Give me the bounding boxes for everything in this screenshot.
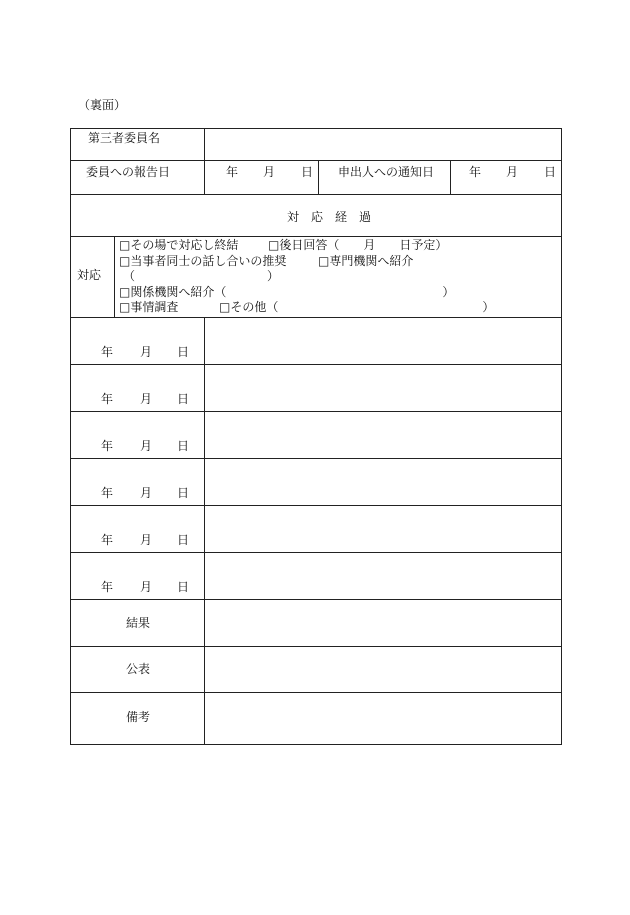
year-unit: 年: [101, 533, 114, 547]
option-resolved-on-spot[interactable]: □その場で対応し終結: [119, 238, 239, 252]
option-later-answer[interactable]: □後日回答（ 月 日予定）: [268, 238, 448, 252]
page-note: （裏面）: [78, 98, 127, 112]
option-recommend-discussion[interactable]: □当事者同士の話し合いの推奨: [119, 254, 287, 268]
progress-note-field[interactable]: [205, 365, 561, 411]
table-right-border: [561, 128, 562, 744]
publication-field[interactable]: [205, 647, 561, 692]
month-unit: 月: [140, 392, 153, 406]
month-unit: 月: [140, 533, 153, 547]
response-options: [115, 237, 561, 317]
day-unit: 日: [177, 486, 190, 500]
day-unit: 日: [177, 392, 190, 406]
year-unit: 年: [101, 486, 114, 500]
year-unit: 年: [101, 439, 114, 453]
year-unit: 年: [226, 165, 239, 179]
progress-date[interactable]: [70, 484, 204, 498]
month-unit: 月: [140, 486, 153, 500]
year-unit: 年: [101, 345, 114, 359]
progress-note-field[interactable]: [205, 459, 561, 505]
progress-note-field[interactable]: [205, 318, 561, 364]
progress-date[interactable]: [70, 531, 204, 545]
option-investigation[interactable]: □事情調査: [119, 300, 179, 314]
option-other[interactable]: □その他（ ）: [219, 300, 495, 314]
month-unit: 月: [140, 580, 153, 594]
year-unit: 年: [469, 165, 482, 179]
progress-note-field[interactable]: [205, 506, 561, 552]
report-date-label: 委員への報告日: [86, 165, 171, 179]
report-date-field[interactable]: [205, 161, 318, 194]
progress-date[interactable]: [70, 578, 204, 592]
column-divider: [318, 160, 319, 194]
year-unit: 年: [101, 392, 114, 406]
table-left-border: [70, 128, 71, 744]
remarks-label: 備考: [126, 710, 151, 724]
day-unit: 日: [177, 533, 190, 547]
progress-header: 対 応 経 過: [287, 210, 372, 224]
table-bottom-border: [70, 744, 562, 745]
publication-label: 公表: [126, 662, 151, 676]
day-unit: 日: [544, 165, 557, 179]
progress-date[interactable]: [70, 437, 204, 451]
day-unit: 日: [177, 439, 190, 453]
progress-date[interactable]: [70, 390, 204, 404]
result-label: 結果: [126, 616, 151, 630]
option-refer-related-agency[interactable]: □関係機関へ紹介（ ）: [119, 285, 455, 299]
specialist-name-field[interactable]: （ ）: [123, 269, 280, 283]
notice-date-label: 申出人への通知日: [338, 165, 435, 179]
year-unit: 年: [101, 580, 114, 594]
committee-member-label: 第三者委員名: [88, 131, 161, 145]
month-unit: 月: [506, 165, 519, 179]
day-unit: 日: [177, 580, 190, 594]
month-unit: 月: [140, 345, 153, 359]
committee-member-field[interactable]: [205, 129, 561, 160]
month-unit: 月: [140, 439, 153, 453]
day-unit: 日: [301, 165, 314, 179]
notice-date-field[interactable]: [451, 161, 561, 194]
progress-note-field[interactable]: [205, 553, 561, 599]
response-label: 対応: [77, 268, 102, 282]
result-field[interactable]: [205, 600, 561, 646]
progress-date[interactable]: [70, 343, 204, 357]
option-refer-specialist[interactable]: □専門機関へ紹介: [318, 254, 414, 268]
day-unit: 日: [177, 345, 190, 359]
row-divider: [70, 194, 562, 195]
month-unit: 月: [263, 165, 276, 179]
remarks-field[interactable]: [205, 693, 561, 744]
progress-note-field[interactable]: [205, 412, 561, 458]
